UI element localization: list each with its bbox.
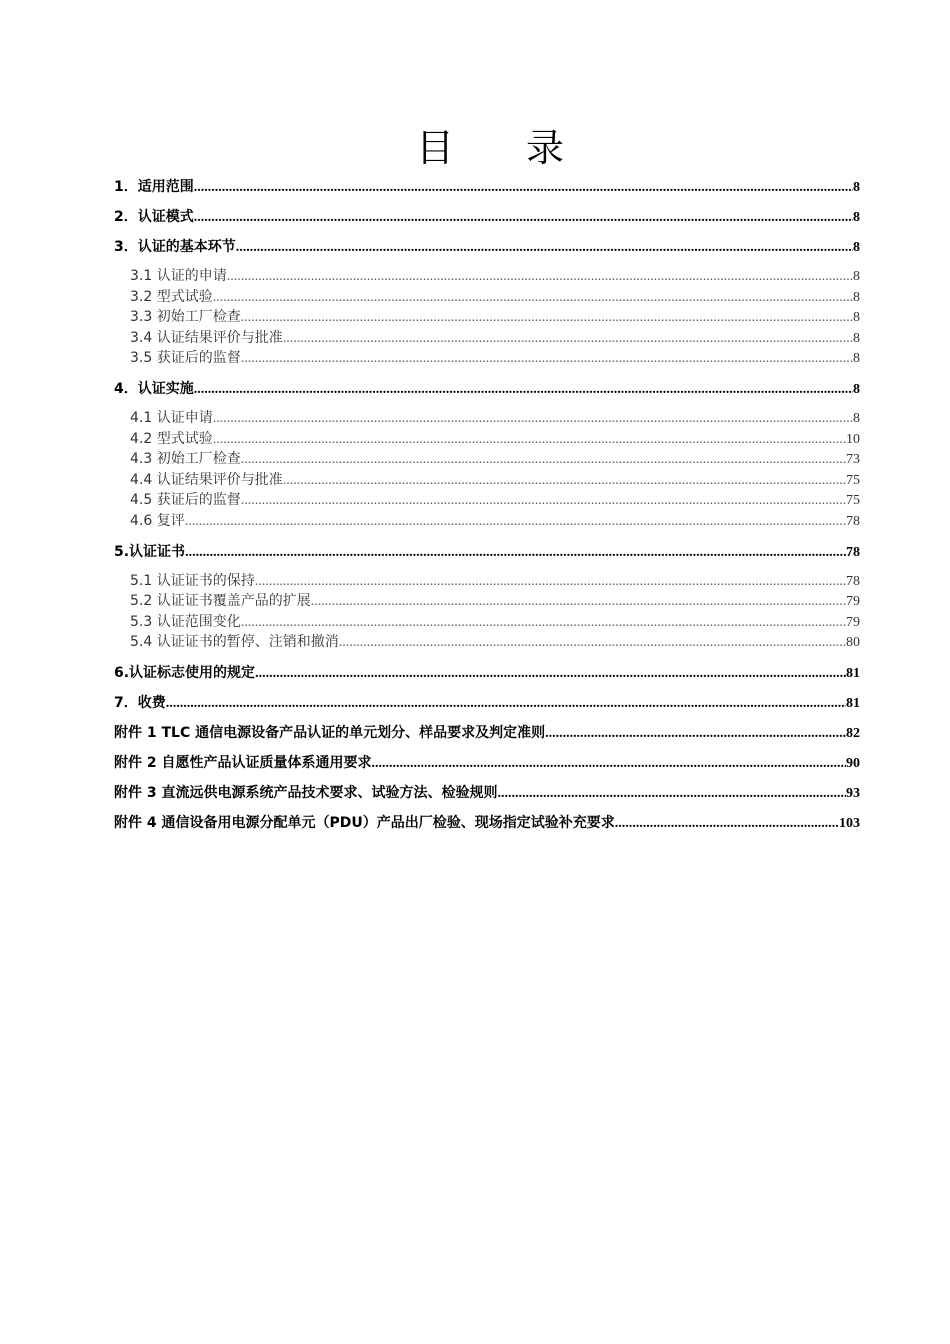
toc-entry-label: 3.4 认证结果评价与批准 [130,329,283,346]
toc-dot-leader [166,693,846,715]
toc-subentry[interactable] [114,449,860,470]
toc-entry-label: 7．收费 [114,695,166,711]
toc-subentry[interactable] [114,632,860,662]
toc-entry-label: 4.2 型式试验 [130,430,213,447]
title-char-1: 目 [415,126,454,170]
toc-dot-leader [372,753,847,775]
toc-dot-leader [185,512,846,532]
toc-entry-label: 附件 3 直流远供电源系统产品技术要求、试验方法、检验规则 [114,785,498,801]
toc-entry[interactable] [114,752,860,782]
toc-dot-leader [255,572,846,592]
toc-entry[interactable] [114,176,860,206]
toc-subentry[interactable] [114,307,860,328]
toc-dot-leader [213,430,846,450]
toc-dot-leader [241,613,846,633]
toc-entry[interactable] [114,692,860,722]
toc-dot-leader [213,288,853,308]
toc-dot-leader [241,491,846,511]
toc-entry-label: 5.3 认证范围变化 [130,613,241,630]
toc-entry-label: 4．认证实施 [114,381,194,397]
table-of-contents [114,176,860,842]
toc-entry[interactable] [114,782,860,812]
toc-dot-leader [194,379,853,401]
toc-subentry[interactable] [114,511,860,541]
toc-page-number: 8 [853,180,860,195]
toc-entry-label: 4.3 初始工厂检查 [130,451,241,467]
toc-entry-label: 附件 4 通信设备用电源分配单元（PDU）产品出厂检验、现场指定试验补充要求 [114,815,615,831]
toc-page-number: 8 [853,351,860,366]
toc-page-number: 73 [846,452,860,467]
toc-entry[interactable] [114,378,860,408]
toc-entry-label: 3.5 获证后的监督 [130,350,241,366]
toc-page-number: 75 [846,472,860,488]
toc-dot-leader [241,308,853,328]
toc-subentry[interactable] [114,470,860,491]
toc-entry-label: 3.2 型式试验 [130,288,213,305]
toc-subentry[interactable] [114,408,860,429]
toc-entry-label: 4.4 认证结果评价与批准 [130,471,283,488]
toc-page-number: 81 [846,666,860,681]
toc-dot-leader [498,783,847,805]
toc-dot-leader [213,409,853,429]
toc-subentry[interactable] [114,328,860,349]
toc-entry-label: 4.5 获证后的监督 [130,492,241,508]
toc-page-number: 79 [846,614,860,630]
toc-subentry[interactable] [114,591,860,612]
toc-dot-leader [236,237,853,259]
toc-page-number: 103 [839,816,860,831]
toc-entry-label: 1．适用范围 [114,179,194,195]
toc-dot-leader [255,663,846,685]
toc-page-number: 8 [853,240,860,255]
toc-subentry[interactable] [114,612,860,633]
toc-subentry[interactable] [114,571,860,592]
toc-entry-label: 附件 2 自愿性产品认证质量体系通用要求 [114,755,372,771]
toc-entry-label: 6.认证标志使用的规定 [114,665,256,681]
toc-page-number: 8 [853,289,860,305]
title-char-2: 录 [526,126,565,170]
toc-dot-leader [194,177,853,199]
toc-entry-label: 5.4 认证证书的暂停、注销和撤消 [130,634,339,650]
toc-dot-leader [311,592,846,612]
toc-subentry[interactable] [114,266,860,287]
toc-page-number: 8 [853,411,860,426]
toc-subentry[interactable] [114,429,860,450]
toc-entry[interactable] [114,812,860,842]
toc-dot-leader [227,267,853,287]
toc-subentry[interactable] [114,490,860,511]
toc-page-number: 8 [853,382,860,397]
toc-page-number: 81 [846,696,860,711]
toc-entry-label: 4.6 复评 [130,512,185,529]
toc-page-number: 78 [846,573,860,589]
toc-subentry[interactable] [114,287,860,308]
toc-page-number: 90 [846,756,860,771]
toc-page-number: 8 [853,330,860,346]
toc-dot-leader [283,329,853,349]
toc-entry-label: 5.认证证书 [114,543,186,560]
toc-entry-label: 附件 1 TLC 通信电源设备产品认证的单元划分、样品要求及判定准则 [114,725,546,741]
toc-page-number: 10 [846,431,860,447]
toc-entry-label: 3.3 初始工厂检查 [130,309,241,325]
toc-entry-label: 5.2 认证证书覆盖产品的扩展 [130,593,311,609]
toc-entry[interactable] [114,541,860,571]
toc-dot-leader [615,813,839,835]
toc-entry[interactable] [114,236,860,266]
toc-entry-label: 5.1 认证证书的保持 [130,572,255,589]
toc-page-number: 79 [846,594,860,609]
toc-page-number: 80 [846,635,860,650]
toc-entry[interactable] [114,206,860,236]
toc-page-number: 78 [846,513,860,529]
toc-entry[interactable] [114,722,860,752]
toc-page-number: 8 [853,310,860,325]
toc-page-number: 78 [846,544,860,560]
toc-entry-label: 4.1 认证申请 [130,410,213,426]
toc-dot-leader [185,542,846,564]
toc-entry[interactable] [114,662,860,692]
toc-entry-label: 2．认证模式 [114,209,194,225]
toc-entry-label: 3.1 认证的申请 [130,268,227,284]
toc-dot-leader [283,471,846,491]
toc-dot-leader [241,349,853,369]
toc-subentry[interactable] [114,348,860,378]
toc-dot-leader [241,450,846,470]
toc-page-number: 82 [846,726,860,741]
toc-entry-label: 3．认证的基本环节 [114,239,236,255]
page-title [0,124,950,172]
toc-dot-leader [194,207,853,229]
toc-page-number: 93 [846,786,860,801]
toc-dot-leader [545,723,846,745]
toc-page-number: 75 [846,493,860,508]
toc-dot-leader [339,633,846,653]
toc-page-number: 8 [853,269,860,284]
toc-page-number: 8 [853,210,860,225]
